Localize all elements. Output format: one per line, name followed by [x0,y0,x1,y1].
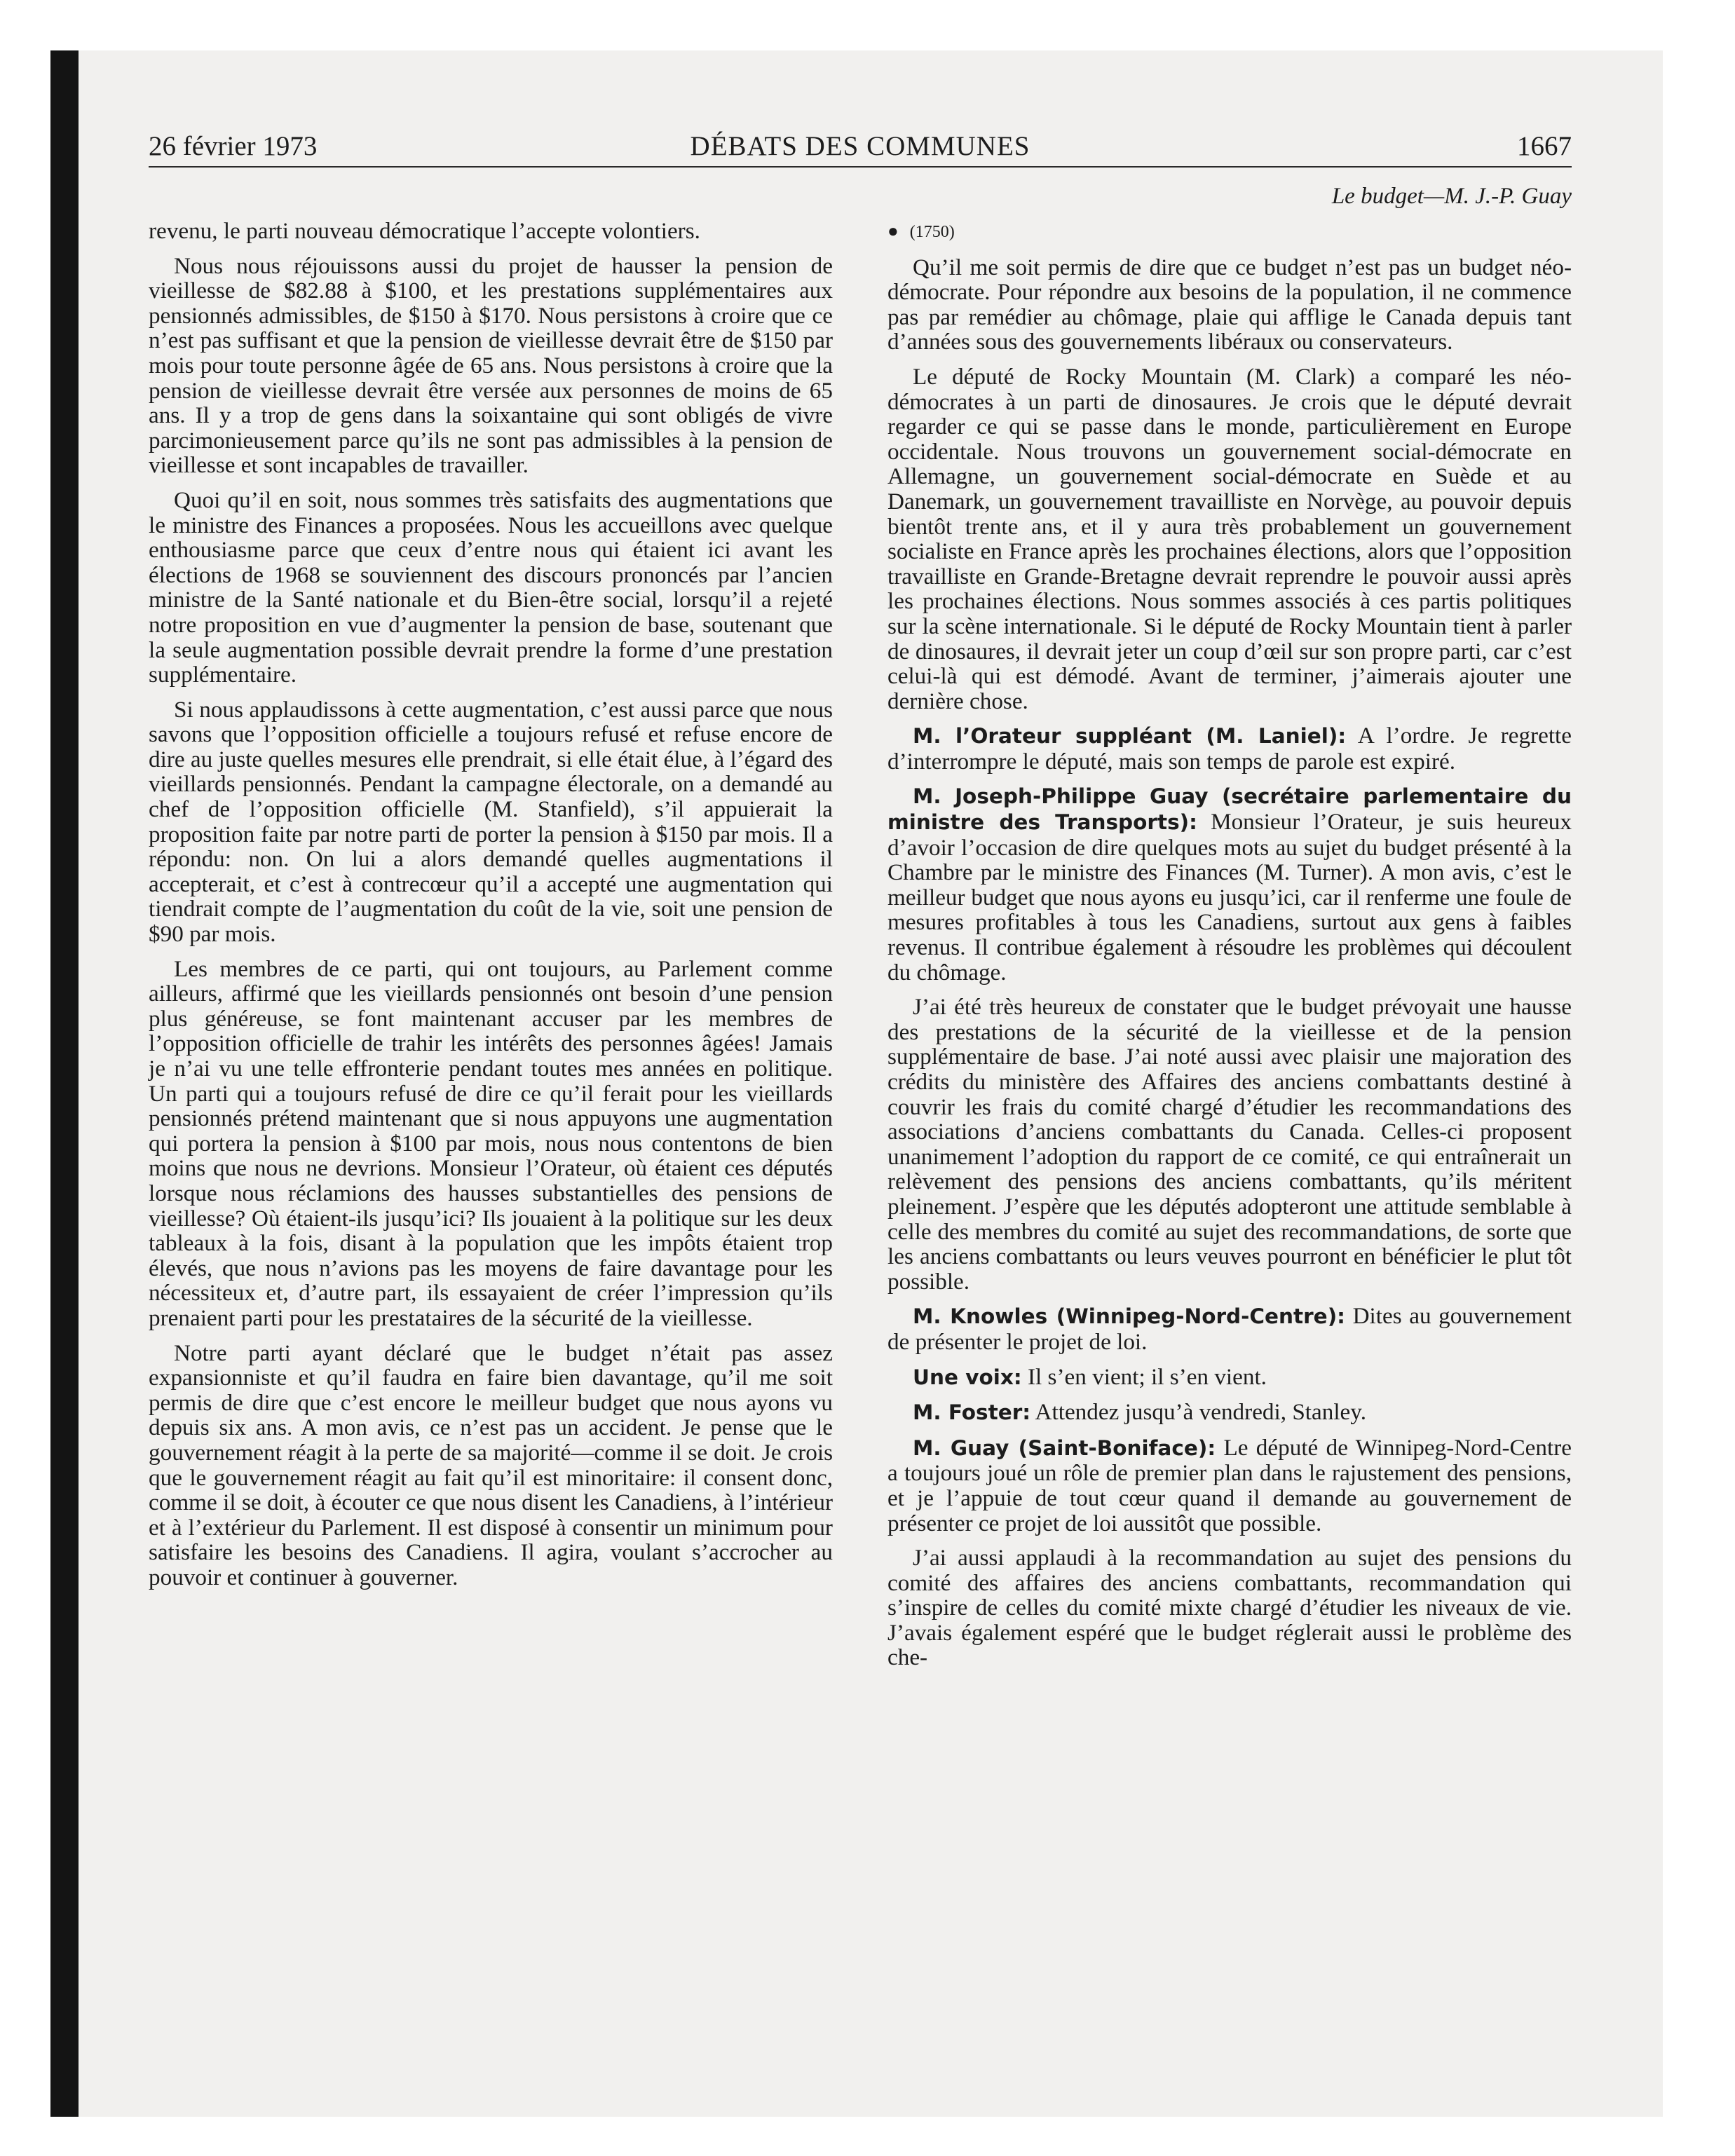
speech-knowles [887,1304,1572,1354]
speech-guay [887,784,1572,985]
paragraph: Les membres de ce parti, qui ont toujours, au Parlement comme ailleurs, affirmé que les vieillards pensionnés ont besoin d’une pension plus généreuse, se font maintenant accuser par les membres de l’opposition officielle de trahir les intérêts des personnes âgées! Jamais je n’ai vu une telle effronterie pendant toutes mes années en politique. Un parti qui a toujours refusé de dire ce qu’il ferait pour les vieillards pensionnés prétend maintenant que si nous appuyons une augmentation qui portera la pension à $100 par mois, nous nous contentons de bien moins que nous ne devrions. Monsieur l’Orateur, où étaient ces députés lorsque nous réclamions des hausses substantielles des pensions de vieillesse? Où étaient-ils jusqu’ici? Ils jouaient à la politique sur les deux tableaux à la fois, disant à la population que les impôts étaient trop élevés, que nous n’avions pas les moyens de faire davantage pour les nécessiteux et, d’autre part, ils essayaient de créer l’impression qu’ils prenaient parti pour les prestataires de la sécurité de la vieillesse. [149,955,833,1331]
paragraph: J’ai été très heureux de constater que le budget prévoyait une hausse des prestations de la sécurité de la vieillesse et de la pension supplémentaire de base. J’ai noté aussi avec plaisir une majoration des crédits du ministère des Affaires des anciens combattants destiné à couvrir les frais du comité chargé d’étudier les recommandations des associations d’anciens combattants du Canada. Celles-ci proposent unanimement l’adoption du rapport de ce comité, ce qui entraînerait un relèvement des pensions des anciens combattants, qu’ils méritent pleinement. J’espère que les députés adopteront une attitude semblable à celle des membres du comité au sujet des recommandations, de sorte que les anciens combattants ou leurs veuves pourront en bénéficier le plut tôt possible. [887,994,1572,1295]
speech-text: Attendez jusqu’à vendredi, Stanley. [1035,1399,1367,1426]
speaker-name: M. Joseph-Philippe Guay (secrétaire parlementaire du ministre des Transports): [887,784,1572,835]
scan-margin [0,0,50,2156]
speech-text: Dites au gouvernement de présenter le projet de loi. [887,1303,1572,1355]
page-number: 1667 [1517,131,1572,161]
paragraph: Si nous applaudissons à cette augmentation, c’est aussi parce que nous savons que l’opposition officielle a toujours refusé et refuse encore de dire au juste quelles mesures elle prendrait, si elle était élue, à l’égard des vieillards pensionnés. Pendant la campagne électorale, on a demandé au chef de l’opposition officielle (M. Stanfield), s’il appuierait la proposition faite par notre parti de porter la pension à $150 par mois. Il a répondu: non. On lui a alors demandé quelles augmentations il accepterait, et c’est à contrecœur qu’il a accepté une augmentation qui tiendrait compte de l’augmentation du coût de la vie, soit une pension de $90 par mois. [149,696,833,948]
scan-binding-shadow [50,50,79,2117]
paragraph: Qu’il me soit permis de dire que ce budget n’est pas un budget néo-démocrate. Pour répondre aux besoins de la population, il ne commence pas par remédier au chômage, plaie qui afflige le Canada depuis tant d’années sous des gouvernements libéraux ou conservateurs. [887,254,1572,355]
header-date: 26 février 1973 [149,131,318,161]
paragraph: revenu, le parti nouveau démocratique l’accepte volontiers. [149,218,700,244]
paragraph: Notre parti ayant déclaré que le budget n’était pas assez expansionniste et qu’il faudra en faire bien davantage, qu’il me soit permis de dire que c’est encore le meilleur budget que nous ayons vu depuis six ans. A mon avis, ce n’est pas un accident. Je pense que le gouvernement réagit à la perte de sa majorité—comme il se doit. Je crois que le gouvernement réagit au fait qu’il est minoritaire: il consent donc, comme il se doit, à écouter ce que nous disent les Canadiens, à l’intérieur et à l’extérieur du Parlement. Il est disposé à consentir un minimum pour satisfaire les besoins des Canadiens. Il agira, voulant s’accrocher au pouvoir et continuer à gouverner. [149,1339,833,1590]
speech-text: Le député de Winnipeg-Nord-Centre a toujours joué un rôle de premier plan dans le rajustement des pensions, et je l’appuie de tout cœur quand il demande au gouvernement de présenter ce projet de loi aussitôt que possible. [887,1434,1572,1536]
speech-foster [887,1400,1572,1426]
header-title: DÉBATS DES COMMUNES [690,131,1030,161]
right-column [887,219,1572,1680]
speech-une-voix [887,1365,1572,1391]
speech-text: Monsieur l’Orateur, je suis heureux d’avoir l’occasion de dire quelques mots au sujet du budget présenté à la Chambre par le ministre des Finances (M. Turner). A mon avis, c’est le meilleur budget que nous ayons eu jusqu’ici, car il renferme une foule de mesures profitables à tous les Canadiens, surtout aux gens à faibles revenus. Il contribue également à résoudre les problèmes qui découlent du chômage. [887,809,1572,985]
paragraph: Quoi qu’il en soit, nous sommes très satisfaits des augmentations que le ministre des Finances a proposées. Nous les accueillons avec quelque enthousiasme parce que ceux d’entre nous qui étaient ici avant les élections de 1968 se souviennent des discours prononcés par l’ancien ministre de la Santé nationale et du Bien-être social, lorsqu’il a rejeté notre proposition en vue d’augmenter la pension de base, soutenant que la seule augmentation possible devrait prendre la forme d’une prestation supplémentaire. [149,486,833,688]
page-header [149,130,1572,165]
speech-guay-saint-boniface [887,1435,1572,1536]
timestamp: (1750) [909,223,955,241]
speech-text: A l’ordre. Je regrette d’interrompre le député, mais son temps de parole est expiré. [887,723,1572,775]
paragraph: Nous nous réjouissons aussi du projet de hausser la pension de vieillesse de $82.88 à $100, et les prestations supplémentaires aux pensionnés admissibles, de $150 à $170. Nous persistons à croire que ce n’est pas suffisant et que la pension de vieillesse devrait être de $150 par mois pour toute personne âgée de 65 ans. Nous persistons à croire que la pension de vieillesse devrait être versée aux personnes de moins de 65 ans. Il y a trop de gens dans la soixantaine qui sont obligés de vivre parcimonieusement parce qu’ils ne sont pas admissibles à la pension de vieillesse et sont incapables de travailler. [149,252,833,479]
speaker-name: M. Guay (Saint-Boniface): [913,1435,1216,1460]
speech-orateur [887,723,1572,774]
paragraph: J’ai aussi applaudi à la recommandation au sujet des pensions du comité des affaires des anciens combattants, recommandation qui s’inspire de celles du comité mixte chargé d’étudier les niveaux de vie. J’avais également espéré que le budget réglerait aussi le problème des che- [887,1545,1572,1671]
running-head: Le budget—M. J.-P. Guay [1331,184,1572,209]
left-column [149,219,833,1599]
timestamp-marker [887,219,1572,245]
speech-text: Il s’en vient; il s’en vient. [1027,1363,1267,1390]
speaker-name: M. l’Orateur suppléant (M. Laniel): [913,724,1347,749]
speaker-name: M. Knowles (Winnipeg-Nord-Centre): [913,1304,1345,1329]
paragraph: Le député de Rocky Mountain (M. Clark) a comparé les néo-démocrates à un parti de dinosaures. Je crois que le député devrait regarder ce qui se passe dans le monde, particulièrement en Europe occidentale. Nous trouvons un gouvernement social-démocrate en Allemagne, un gouvernement social-démocrate en Suède et au Danemark, un gouvernement travailliste en Norvège, au pouvoir depuis bientôt trente ans, et il y aura très probablement un gouvernement socialiste en France après les prochaines élections, alors que l’opposition travailliste en Grande-Bretagne devrait reprendre le pouvoir aussi après les prochaines élections. Nous sommes associés à ces partis politiques sur la scène internationale. Si le député de Rocky Mountain tient à parler de dinosaures, il devrait jeter un coup d’œil sur son propre parti, car c’est celui-là qui est démodé. Avant de terminer, j’aimerais ajouter une dernière chose. [887,363,1572,714]
bullet-icon: ● [887,221,899,241]
speaker-name: Une voix: [913,1365,1022,1389]
speaker-name: M. Foster: [913,1400,1031,1425]
header-rule [149,166,1572,168]
